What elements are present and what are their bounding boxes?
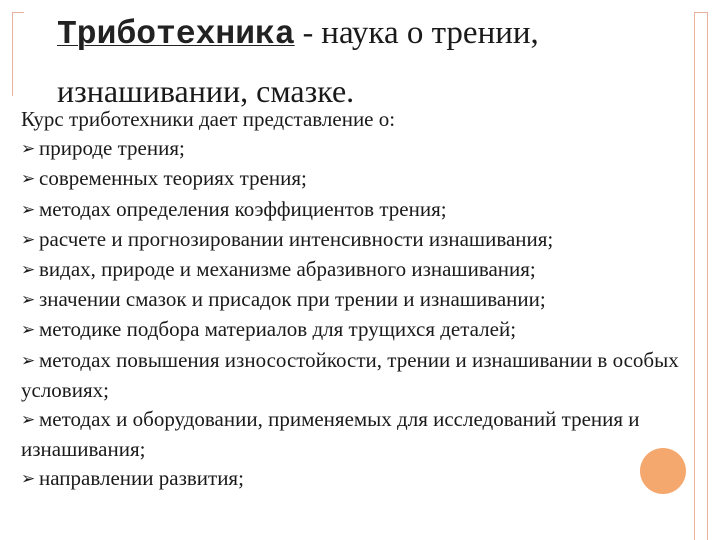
title-term: Триботехника <box>57 16 295 53</box>
decorative-circle <box>640 448 686 494</box>
frame-top-line <box>12 12 24 13</box>
frame-right-line-outer <box>707 12 708 540</box>
arrow-head-icon: ➢ <box>21 350 36 371</box>
bullet-list <box>21 134 691 494</box>
bullet-item: ➢ значении смазок и присадок при трении и изнашивании; <box>21 285 691 315</box>
bullet-item: ➢ расчете и прогнозировании интенсивности изнашивания; <box>21 225 691 255</box>
arrow-head-icon: ➢ <box>21 469 36 490</box>
arrow-head-icon: ➢ <box>21 320 36 341</box>
arrow-head-icon: ➢ <box>21 260 36 281</box>
arrow-head-icon: ➢ <box>21 229 36 250</box>
frame-left-line <box>12 12 13 96</box>
title-line-1 <box>57 12 697 55</box>
bullet-item: ➢ методах и оборудовании, применяемых для исследований трения и изнашивания; <box>21 407 640 462</box>
bullet-item: ➢ современных теориях трения; <box>21 164 691 194</box>
slide-body <box>21 105 691 495</box>
arrow-head-icon: ➢ <box>21 290 36 311</box>
bullet-item: ➢ природе трения; <box>21 134 691 164</box>
title-separator: - <box>294 14 322 50</box>
title-line-2: изнашивании, смазке. <box>57 73 355 109</box>
intro-text: Курс триботехники дает представление о: <box>21 107 396 131</box>
arrow-head-icon: ➢ <box>21 169 36 190</box>
bullet-item: ➢ методах определения коэффициентов трения; <box>21 195 691 225</box>
slide-title <box>57 12 697 111</box>
bullet-item: ➢ направлении развития; <box>21 464 691 494</box>
bullet-item: ➢ видах, природе и механизме абразивного изнашивания; <box>21 255 691 285</box>
arrow-head-icon: ➢ <box>21 199 36 220</box>
arrow-head-icon: ➢ <box>21 410 36 431</box>
bullet-item: ➢ методике подбора материалов для трущихся деталей; <box>21 315 691 345</box>
title-definition-part1: наука о трении, <box>321 15 539 51</box>
arrow-head-icon: ➢ <box>21 139 36 160</box>
bullet-item: ➢ методах повышения износостойкости, трении и изнашивании в особых условиях; <box>21 347 679 402</box>
